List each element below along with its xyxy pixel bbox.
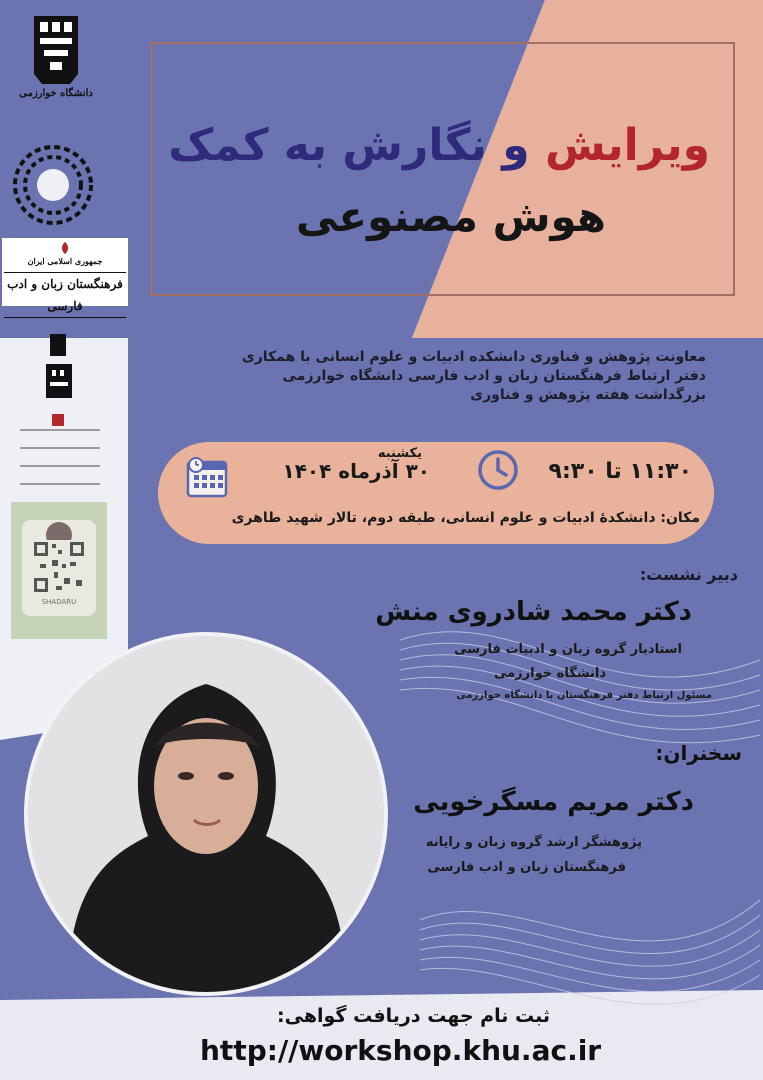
event-time: ۱۱:۳۰ تا ۹:۳۰: [548, 459, 692, 484]
speaker-title: پژوهشگر ارشد گروه زبان و رایانه: [425, 835, 642, 850]
academy-logo: [2, 238, 128, 313]
title-rest: و نگارش به کمک: [168, 120, 545, 171]
qr-code-icon[interactable]: [32, 540, 86, 594]
clock-icon: [476, 448, 520, 492]
page-subtitle: هوش مصنوعی: [295, 192, 606, 241]
qr-caption: SHADARU: [41, 598, 77, 606]
page-title: [150, 116, 710, 176]
chair-heading: دبیر نشست:: [639, 565, 738, 584]
small-logos-stack: [12, 330, 108, 490]
academy-top-line: جمهوری اسلامی ایران: [27, 256, 103, 266]
speaker-name: دکتر مریم مسگرخویی: [413, 787, 694, 817]
registration-link[interactable]: http://workshop.khu.ac.ir: [200, 1034, 602, 1067]
speaker-affiliation: فرهنگستان زبان و ادب فارسی: [427, 860, 626, 875]
speaker-heading: سخنران:: [655, 741, 742, 765]
organizers-block: [180, 348, 706, 405]
organizer-line-2: دفتر ارتباط فرهنگستان زبان و ادب فارسی دانشگاه خوارزمی: [282, 368, 706, 384]
organizer-line-3: بزرگداشت هفته پژوهش و فناوری: [470, 387, 706, 403]
chair-affiliation: دانشگاه خوارزمی: [493, 666, 606, 681]
registration-label: ثبت نام جهت دریافت گواهی:: [277, 1005, 550, 1027]
chair-role: مسئول ارتباط دفتر فرهنگستان با دانشگاه خوارزمی: [456, 690, 712, 701]
event-info-pill: [158, 442, 714, 544]
speaker-photo: [24, 632, 388, 996]
chair-name: دکتر محمد شادروی منش: [375, 597, 692, 627]
spiral-logo: [8, 140, 98, 230]
event-date: ۳۰ آذرماه ۱۴۰۴: [282, 459, 430, 483]
organizer-line-1: معاونت پژوهش و فناوری دانشکده ادبیات و علوم انسانی با همکاری: [241, 349, 706, 365]
academy-name: فرهنگستان زبان و ادب فارسی: [4, 272, 126, 318]
chair-title: استادیار گروه زبان و ادبیات فارسی: [454, 642, 682, 657]
speaker-portrait: [28, 636, 384, 992]
title-accent-word: ویرایش: [544, 120, 710, 171]
emblem-icon: [58, 240, 72, 254]
calendar-icon: [186, 456, 228, 498]
event-day: یکشنبه: [377, 446, 422, 461]
event-venue: مکان: دانشکدهٔ ادبیات و علوم انسانی، طبقه دوم، تالار شهید طاهری: [231, 510, 700, 526]
kharazmi-logo-caption: دانشگاه خوارزمی: [19, 88, 93, 99]
